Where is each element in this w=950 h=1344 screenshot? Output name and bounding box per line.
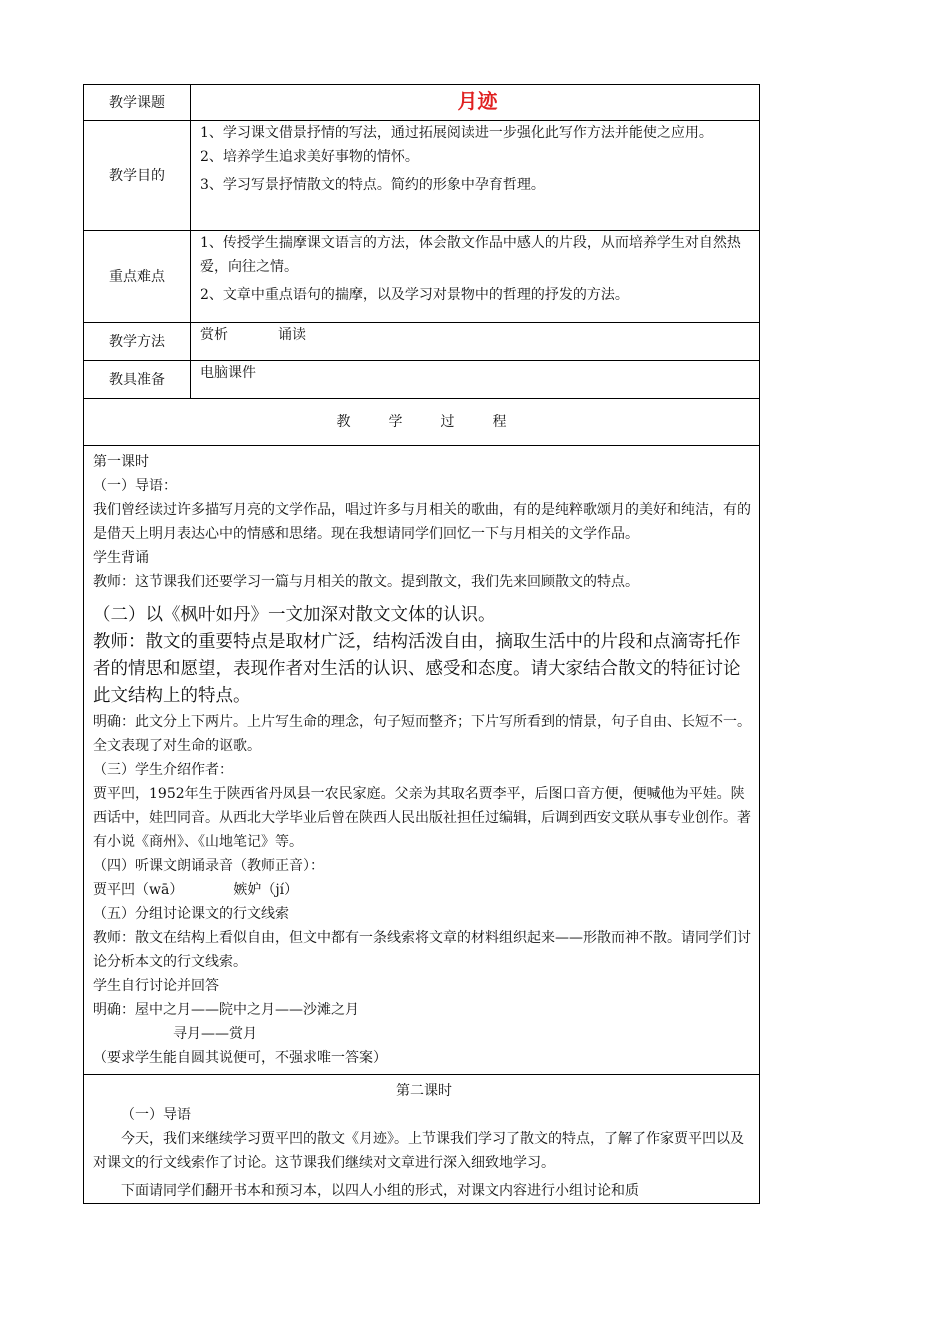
section-heading: （四）听课文朗诵录音（教师正音）： — [93, 858, 324, 874]
objective-item: 2、培养学生追求美好事物的情怀。 — [200, 149, 419, 165]
objectives-cell — [191, 121, 760, 231]
lesson-1-cell — [84, 446, 760, 1075]
topic-label: 教学课题 — [84, 85, 191, 121]
lesson-2-cell — [84, 1075, 760, 1204]
paragraph: 学生自行讨论并回答 — [93, 978, 219, 994]
lesson-plan-table — [83, 84, 760, 1204]
objectives-label: 教学目的 — [84, 121, 191, 231]
pronunciation-2: 嫉妒（jí） — [233, 882, 299, 898]
pronunciation-1: 贾平凹（wā） — [93, 882, 184, 898]
paragraph: 贾平凹，1952年生于陕西省丹凤县一农民家庭。父亲为其取名贾李平，后图口音方便，便喊他为平娃。陕西话中，娃凹同音。从西北大学毕业后曾在陕西人民出版社担任过编辑，后调到西安文联从事专业创作。著有小说《商州》、《山地笔记》等。 — [93, 786, 751, 850]
paragraph: （要求学生能自圆其说便可，不强求唯一答案） — [93, 1050, 387, 1066]
paragraph: 今天，我们来继续学习贾平凹的散文《月迹》。上节课我们学习了散文的特点，了解了作家贾平凹以及对课文的行文线索作了讨论。这节课我们继续对文章进行深入细致地学习。 — [93, 1131, 744, 1171]
paragraph: 教师：散文在结构上看似自由，但文中都有一条线索将文章的材料组织起来——形散而神不散。请同学们讨论分析本文的行文线索。 — [93, 930, 751, 970]
objective-item: 3、学习写景抒情散文的特点。简约的形象中孕育哲理。 — [200, 177, 545, 193]
paragraph: 寻月——赏月 — [173, 1026, 257, 1042]
paragraph: 我们曾经读过许多描写月亮的文学作品，唱过许多与月相关的歌曲，有的是纯粹歌颂月的美好和纯洁，有的是借天上明月表达心中的情感和思绪。现在我想请同学们回忆一下与月相关的文学作品。 — [93, 502, 751, 542]
paragraph: 明确：此文分上下两片。上片写生命的理念，句子短而整齐；下片写所看到的情景，句子自由、长短不一。全文表现了对生命的讴歌。 — [93, 714, 751, 754]
lesson-1-title: 第一课时 — [93, 454, 149, 470]
paragraph: 教师：散文的重要特点是取材广泛，结构活泼自由，摘取生活中的片段和点滴寄托作者的情思和愿望，表现作者对生活的认识、感受和态度。请大家结合散文的特征讨论此文结构上的特点。 — [93, 632, 741, 706]
method-cell — [191, 323, 760, 361]
keypoints-label: 重点难点 — [84, 231, 191, 323]
row-keypoints — [84, 231, 760, 323]
scanned-block — [93, 602, 755, 710]
paragraph: 明确：屋中之月——院中之月——沙滩之月 — [93, 1002, 359, 1018]
keypoints-cell — [191, 231, 760, 323]
keypoint-item: 1、传授学生揣摩课文语言的方法，体会散文作品中感人的片段，从而培养学生对自然热爱，向往之情。 — [200, 235, 741, 275]
paragraph: 学生背诵 — [93, 550, 149, 566]
lesson-2-title: 第二课时 — [396, 1083, 452, 1099]
row-topic — [84, 85, 760, 121]
lesson-plan — [83, 84, 760, 1204]
method-value-1: 赏析 — [200, 327, 228, 343]
keypoint-item: 2、文章中重点语句的揣摩，以及学习对景物中的哲理的抒发的方法。 — [200, 287, 629, 303]
pronunciation-line — [93, 878, 755, 902]
tools-cell — [191, 361, 760, 399]
paragraph: 教师：这节课我们还要学习一篇与月相关的散文。提到散文，我们先来回顾散文的特点。 — [93, 574, 639, 590]
lesson-title: 月迹 — [457, 89, 498, 113]
row-objectives — [84, 121, 760, 231]
method-value-2: 诵读 — [278, 327, 306, 343]
section-heading: （一）导语 — [121, 1107, 191, 1123]
section-heading: （二）以《枫叶如丹》一文加深对散文文体的认识。 — [93, 605, 496, 625]
section-heading: （五）分组讨论课文的行文线索 — [93, 906, 289, 922]
objective-item: 1、学习课文借景抒情的写法，通过拓展阅读进一步强化此写作方法并能使之应用。 — [200, 125, 713, 141]
method-label: 教学方法 — [84, 323, 191, 361]
process-heading: 教学过程 — [84, 399, 760, 446]
section-heading: （一）导语： — [93, 478, 177, 494]
row-process-heading — [84, 399, 760, 446]
tools-value: 电脑课件 — [200, 365, 256, 381]
row-lesson-1 — [84, 446, 760, 1075]
tools-label: 教具准备 — [84, 361, 191, 399]
row-method — [84, 323, 760, 361]
row-tools — [84, 361, 760, 399]
row-lesson-2 — [84, 1075, 760, 1204]
section-heading: （三）学生介绍作者： — [93, 762, 233, 778]
topic-value-cell — [191, 85, 760, 121]
paragraph: 下面请同学们翻开书本和预习本，以四人小组的形式，对课文内容进行小组讨论和质 — [121, 1183, 639, 1199]
